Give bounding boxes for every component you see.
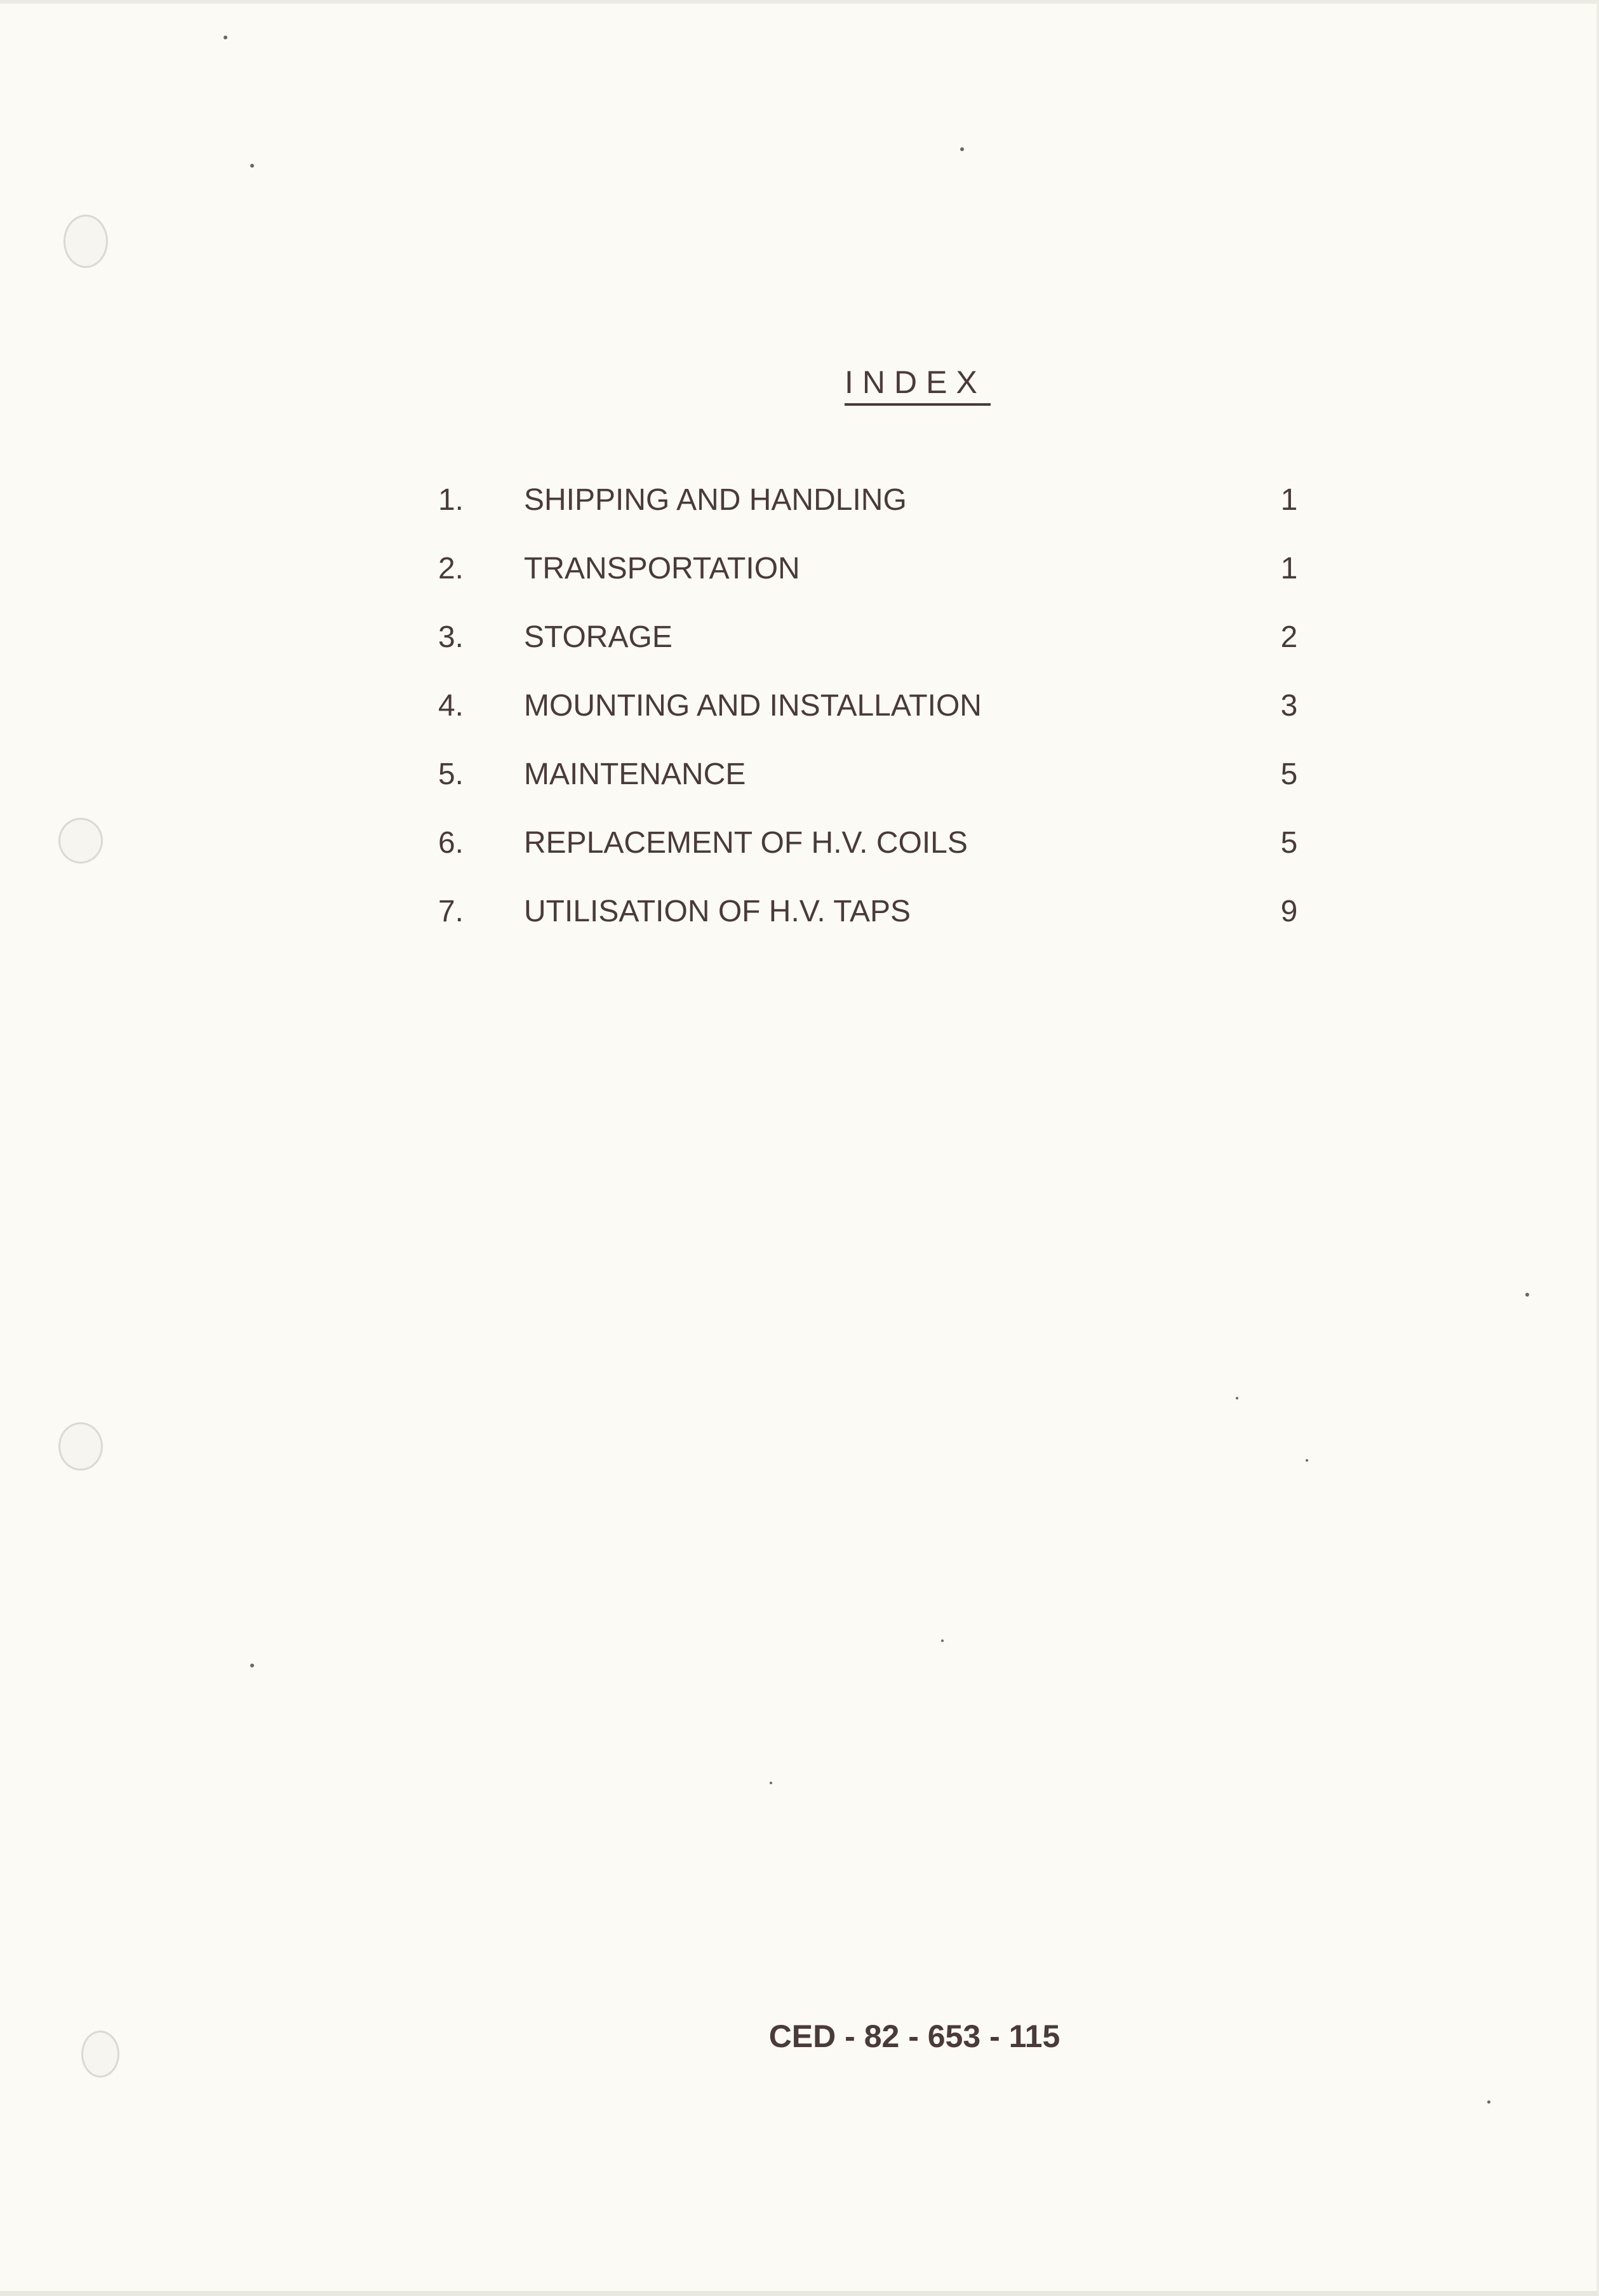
scan-speck (941, 1639, 944, 1642)
table-of-contents (406, 483, 1308, 963)
scan-speck (250, 164, 254, 168)
toc-item-page: 1 (1280, 552, 1298, 585)
toc-item-label: UTILISATION OF H.V. TAPS (524, 895, 911, 928)
toc-row-replacement[interactable] (406, 825, 1308, 894)
toc-item-number: 6. (438, 826, 464, 860)
document-code: CED - 82 - 653 - 115 (768, 2019, 1060, 2054)
toc-item-label: STORAGE (524, 620, 672, 654)
punch-hole (64, 215, 108, 268)
toc-item-number: 1. (438, 483, 464, 517)
scan-speck (1306, 1459, 1308, 1462)
toc-item-number: 3. (438, 620, 464, 654)
toc-item-page: 3 (1280, 689, 1298, 723)
toc-row-storage[interactable] (406, 620, 1308, 688)
toc-item-page: 1 (1280, 483, 1298, 517)
scan-speck (1236, 1397, 1238, 1399)
toc-item-page: 5 (1280, 826, 1298, 860)
toc-item-label: SHIPPING AND HANDLING (524, 483, 907, 517)
toc-item-label: MAINTENANCE (524, 758, 746, 791)
toc-item-number: 5. (438, 758, 464, 791)
toc-row-utilisation[interactable] (406, 894, 1308, 963)
toc-row-shipping[interactable] (406, 483, 1308, 551)
toc-item-number: 4. (438, 689, 464, 723)
scan-speck (250, 1664, 254, 1667)
scan-speck (770, 1782, 772, 1784)
scan-speck (224, 36, 227, 39)
toc-row-mounting[interactable] (406, 688, 1308, 757)
toc-item-page: 5 (1280, 758, 1298, 791)
toc-row-maintenance[interactable] (406, 757, 1308, 825)
toc-item-number: 2. (438, 552, 464, 585)
toc-item-label: REPLACEMENT OF H.V. COILS (524, 826, 968, 860)
scan-speck (1487, 2100, 1490, 2104)
toc-item-label: MOUNTING AND INSTALLATION (524, 689, 982, 723)
scan-speck (960, 147, 964, 151)
toc-row-transportation[interactable] (406, 551, 1308, 620)
toc-item-page: 9 (1280, 895, 1298, 928)
scan-speck (1525, 1293, 1529, 1297)
punch-hole (58, 1422, 103, 1471)
toc-item-label: TRANSPORTATION (524, 552, 800, 585)
punch-hole (58, 818, 103, 864)
toc-item-page: 2 (1280, 620, 1298, 654)
toc-item-number: 7. (438, 895, 464, 928)
punch-hole (81, 2031, 119, 2078)
page-title: INDEX (845, 364, 991, 406)
